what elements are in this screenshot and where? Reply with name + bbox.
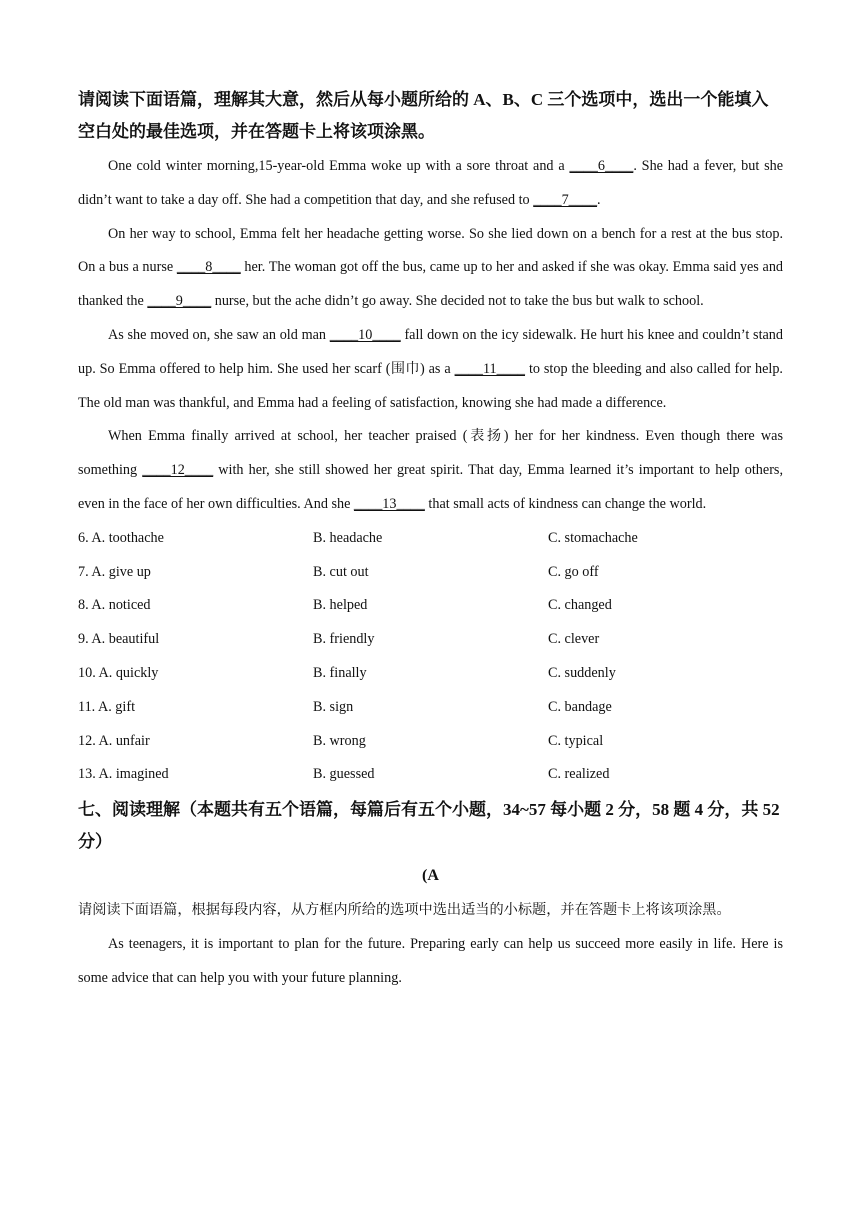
blank-7: ____7____ (533, 191, 598, 208)
cloze-paragraph-3: As she moved on, she saw an old man ____10____ fall down on the icy sidewalk. He hurt his knee and couldn’t stand up. So Emma offered to help him. She used her scarf (围巾) as a ____11____ to stop the bleeding and also called for help. The old man was thankful, and Emma had a feeling of satisfaction, knowing she had made a difference. (78, 326, 783, 411)
question-row (78, 725, 783, 759)
cloze-paragraph-2: On her way to school, Emma felt her headache getting worse. So she lied down on a bench for a rest at the bus stop. On a bus a nurse ____8____ her. The woman got off the bus, came up to her and asked if she was okay. Emma said yes and thanked the ____9____ nurse, but the ache didn’t go away. She decided not to take the bus but walk to school. (78, 225, 784, 310)
option-b: B. sign (313, 698, 354, 715)
blank-13: ____13____ (353, 495, 425, 512)
blank-6: ____6____ (569, 158, 634, 174)
option-c: C. clever (548, 631, 600, 648)
option-a: 6. A. toothache (78, 529, 164, 546)
blank-11: ____11____ (454, 360, 526, 377)
question-row (78, 556, 783, 590)
reading-section-title: 七、阅读理解（本题共有五个语篇，每篇后有五个小题，34~57 每小题 2 分，58 题 4 分，共 52 分） (78, 800, 780, 852)
option-c: C. bandage (548, 698, 612, 715)
cloze-paragraph-4: When Emma finally arrived at school, her teacher praised (表扬) her for her kindness. Even though there was something ____12____ with her, she still showed her great spirit. That day, Emma learned it’s important to help others, even in the face of her own difficulties. And she ____13____ that small acts of kindness can change the world. (78, 428, 783, 512)
option-c: C. typical (548, 732, 604, 749)
question-options-list (78, 522, 783, 792)
cloze-paragraph-1: One cold winter morning,15-year-old Emma woke up with a sore throat and a ____6____. She had a fever, but she didn’t want to take a day off. She had a competition that day, and she refused to ____7____. (78, 158, 783, 208)
option-c: C. realized (548, 766, 610, 783)
option-b: B. finally (313, 664, 367, 681)
option-b: B. headache (313, 529, 383, 546)
blank-9: ____9____ (147, 293, 212, 310)
option-b: B. wrong (313, 732, 366, 749)
question-row (78, 657, 783, 691)
option-c: C. changed (548, 597, 612, 614)
question-row (78, 758, 783, 792)
question-row (78, 691, 783, 725)
cloze-instruction: 请阅读下面语篇，理解其大意，然后从每小题所给的 A、B、C 三个选项中，选出一个能填入空白处的最佳选项，并在答题卡上将该项涂黑。 (78, 90, 769, 141)
question-row (78, 589, 783, 623)
document-page (78, 84, 783, 996)
option-c: C. go off (548, 563, 599, 580)
reading-instruction: 请阅读下面语篇，根据每段内容，从方框内所给的选项中选出适当的小标题，并在答题卡上将该项涂黑。 (78, 902, 731, 919)
blank-10: ____10____ (329, 326, 401, 343)
question-row (78, 623, 783, 657)
option-a: 12. A. unfair (78, 732, 150, 749)
option-b: B. friendly (313, 631, 375, 648)
option-a: 9. A. beautiful (78, 631, 160, 648)
blank-12: ____12____ (142, 462, 214, 479)
option-a: 7. A. give up (78, 563, 151, 580)
option-c: C. stomachache (548, 529, 638, 546)
option-b: B. cut out (313, 563, 369, 580)
part-label: (A (422, 867, 439, 885)
option-a: 13. A. imagined (78, 766, 169, 783)
question-row (78, 522, 783, 556)
blank-8: ____8____ (176, 259, 241, 276)
option-c: C. suddenly (548, 664, 616, 681)
option-a: 10. A. quickly (78, 664, 159, 681)
reading-intro-paragraph: As teenagers, it is important to plan for the future. Preparing early can help us succeed more easily in life. Here is some advice that can help you with your future planning. (78, 935, 783, 986)
option-a: 8. A. noticed (78, 597, 151, 614)
option-b: B. guessed (313, 766, 375, 783)
option-b: B. helped (313, 597, 368, 614)
option-a: 11. A. gift (78, 698, 136, 715)
